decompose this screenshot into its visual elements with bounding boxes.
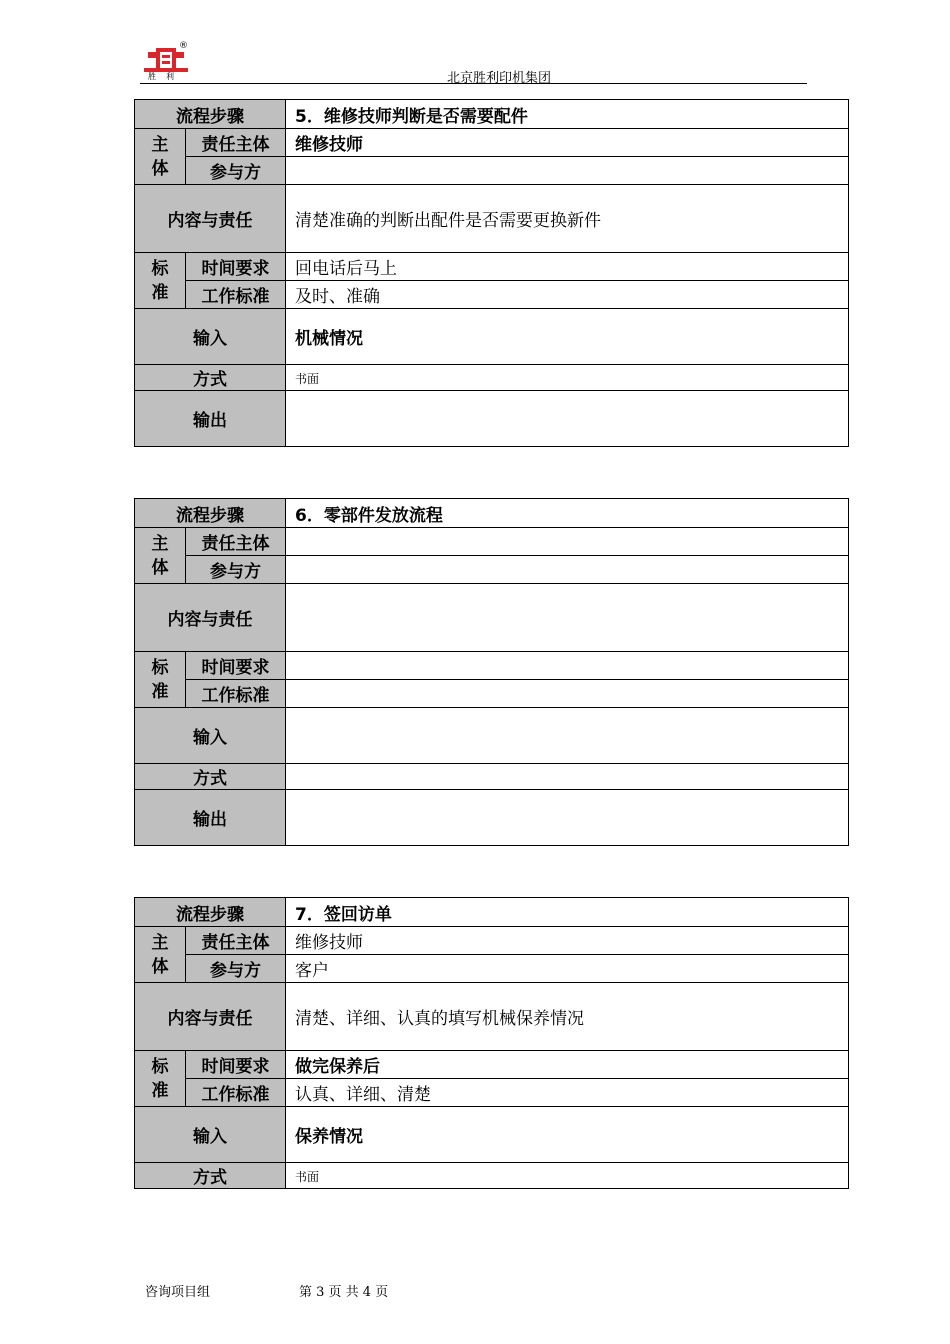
registered-mark: ®: [179, 41, 188, 51]
standard-label: 标 准: [135, 652, 186, 708]
time-req-value: 回电话后马上: [286, 253, 849, 281]
content-value: 清楚、详细、认真的填写机械保养情况: [286, 983, 849, 1051]
content-label: 内容与责任: [135, 584, 286, 652]
footer-page-number: 第 3 页 共 4 页: [299, 1285, 389, 1300]
method-value: [286, 764, 849, 790]
standard-label: 标 准: [135, 1051, 186, 1107]
participant-label: 参与方: [186, 157, 286, 185]
work-std-label: 工作标准: [186, 680, 286, 708]
content-value: [286, 584, 849, 652]
output-label: 输出: [135, 790, 286, 846]
step-label: 流程步骤: [135, 499, 286, 528]
work-std-label: 工作标准: [186, 1079, 286, 1107]
step-table-5: [134, 99, 849, 447]
step-label: 流程步骤: [135, 100, 286, 129]
responsible-value: 维修技师: [286, 927, 849, 955]
subject-label: 主 体: [135, 129, 186, 185]
method-label: 方式: [135, 1163, 286, 1189]
participant-value: [286, 157, 849, 185]
step-title: 6．零部件发放流程: [286, 499, 849, 528]
participant-label: 参与方: [186, 955, 286, 983]
input-value: 保养情况: [286, 1107, 849, 1163]
responsible-value: [286, 528, 849, 556]
content-value: 清楚准确的判断出配件是否需要更换新件: [286, 185, 849, 253]
output-value: [286, 790, 849, 846]
method-value: 书面: [286, 365, 849, 391]
output-value: [286, 391, 849, 447]
time-req-value: 做完保养后: [286, 1051, 849, 1079]
responsible-label: 责任主体: [186, 528, 286, 556]
participant-value: 客户: [286, 955, 849, 983]
page-header: [140, 42, 807, 85]
method-label: 方式: [135, 764, 286, 790]
footer-group: 咨询项目组: [145, 1285, 211, 1300]
standard-label: 标 准: [135, 253, 186, 309]
time-req-label: 时间要求: [186, 253, 286, 281]
step-table-7: [134, 897, 849, 1189]
step-label: 流程步骤: [135, 898, 286, 927]
company-name: 北京胜利印机集团: [446, 71, 551, 86]
work-std-value: 及时、准确: [286, 281, 849, 309]
input-label: 输入: [135, 708, 286, 764]
content-label: 内容与责任: [135, 185, 286, 253]
work-std-label: 工作标准: [186, 281, 286, 309]
step-table-6: [134, 498, 849, 846]
responsible-label: 责任主体: [186, 927, 286, 955]
work-std-value: 认真、详细、清楚: [286, 1079, 849, 1107]
input-label: 输入: [135, 1107, 286, 1163]
time-req-value: [286, 652, 849, 680]
input-label: 输入: [135, 309, 286, 365]
output-label: 输出: [135, 391, 286, 447]
participant-label: 参与方: [186, 556, 286, 584]
logo-text: 胜利: [148, 72, 184, 81]
time-req-label: 时间要求: [186, 1051, 286, 1079]
content-label: 内容与责任: [135, 983, 286, 1051]
header-rule: [140, 83, 807, 84]
responsible-label: 责任主体: [186, 129, 286, 157]
subject-label: 主 体: [135, 927, 186, 983]
input-value: 机械情况: [286, 309, 849, 365]
method-value: 书面: [286, 1163, 849, 1189]
input-value: [286, 708, 849, 764]
step-title: 7．签回访单: [286, 898, 849, 927]
participant-value: [286, 556, 849, 584]
subject-label: 主 体: [135, 528, 186, 584]
time-req-label: 时间要求: [186, 652, 286, 680]
step-title: 5．维修技师判断是否需要配件: [286, 100, 849, 129]
responsible-value: 维修技师: [286, 129, 849, 157]
work-std-value: [286, 680, 849, 708]
method-label: 方式: [135, 365, 286, 391]
